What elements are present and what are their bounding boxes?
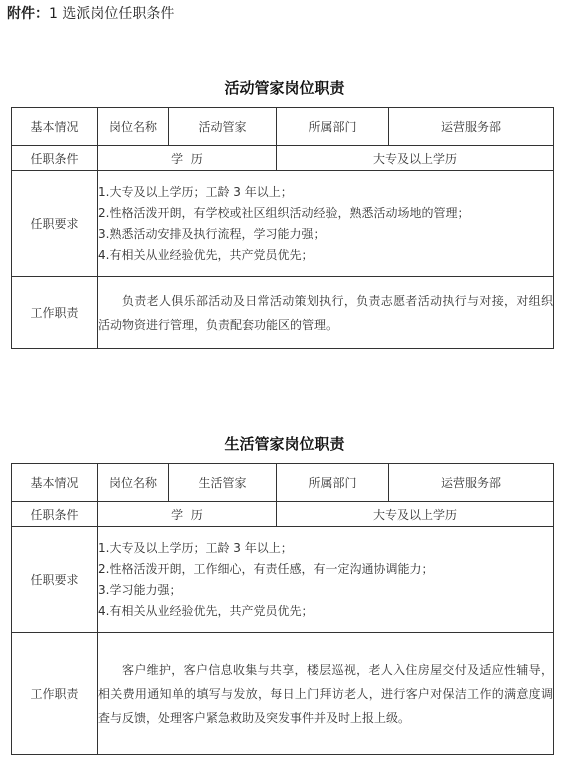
duties-label: 工作职责 (12, 277, 98, 349)
requirement-item: 4.有相关从业经验优先，共产党员优先； (98, 603, 314, 618)
position-name-value: 活动管家 (169, 108, 277, 146)
requirements-list (98, 171, 554, 277)
position-name-label: 岗位名称 (98, 108, 169, 146)
duties-text: 客户维护，客户信息收集与共享，楼层巡视，老人入住房屋交付及适应性辅导，相关费用通知单的填写与发放，每日上门拜访老人，进行客户对保洁工作的满意度调查与反馈，处理客户紧急救助及突发事件并及时上报上级。 (98, 633, 554, 755)
requirement-item: 1.大专及以上学历；工龄 3 年以上； (98, 540, 293, 555)
attachment-text: 1 选派岗位任职条件 (49, 6, 175, 22)
department-value: 运营服务部 (389, 464, 554, 502)
duties-label: 工作职责 (12, 633, 98, 755)
education-value: 大专及以上学历 (277, 146, 554, 171)
education-label: 学 历 (98, 146, 277, 171)
requirements-list (98, 527, 554, 633)
attachment-label: 附件： (7, 6, 49, 22)
table-title-life-steward: 生活管家岗位职责 (224, 435, 345, 453)
requirement-item: 2.性格活泼开朗，工作细心，有责任感，有一定沟通协调能力； (98, 561, 434, 576)
requirement-item: 1.大专及以上学历；工龄 3 年以上； (98, 184, 293, 199)
requirement-item: 3.学习能力强； (98, 582, 182, 597)
position-name-label: 岗位名称 (98, 464, 169, 502)
requirement-item: 2.性格活泼开朗，有学校或社区组织活动经验，熟悉活动场地的管理； (98, 205, 470, 220)
conditions-label: 任职条件 (12, 502, 98, 527)
duty-table-life-steward (11, 463, 554, 755)
conditions-label: 任职条件 (12, 146, 98, 171)
requirement-item: 4.有相关从业经验优先，共产党员优先； (98, 247, 314, 262)
table-title-activity-steward: 活动管家岗位职责 (224, 79, 345, 97)
basic-info-label: 基本情况 (12, 108, 98, 146)
basic-info-label: 基本情况 (12, 464, 98, 502)
department-value: 运营服务部 (389, 108, 554, 146)
education-label: 学 历 (98, 502, 277, 527)
requirement-item: 3.熟悉活动安排及执行流程，学习能力强； (98, 226, 326, 241)
duties-text: 负责老人俱乐部活动及日常活动策划执行，负责志愿者活动执行与对接，对组织活动物资进行管理，负责配套功能区的管理。 (98, 277, 554, 349)
attachment-heading (7, 3, 174, 23)
requirements-label: 任职要求 (12, 171, 98, 277)
education-value: 大专及以上学历 (277, 502, 554, 527)
department-label: 所属部门 (277, 108, 389, 146)
requirements-label: 任职要求 (12, 527, 98, 633)
duty-table-activity-steward (11, 107, 554, 349)
department-label: 所属部门 (277, 464, 389, 502)
position-name-value: 生活管家 (169, 464, 277, 502)
